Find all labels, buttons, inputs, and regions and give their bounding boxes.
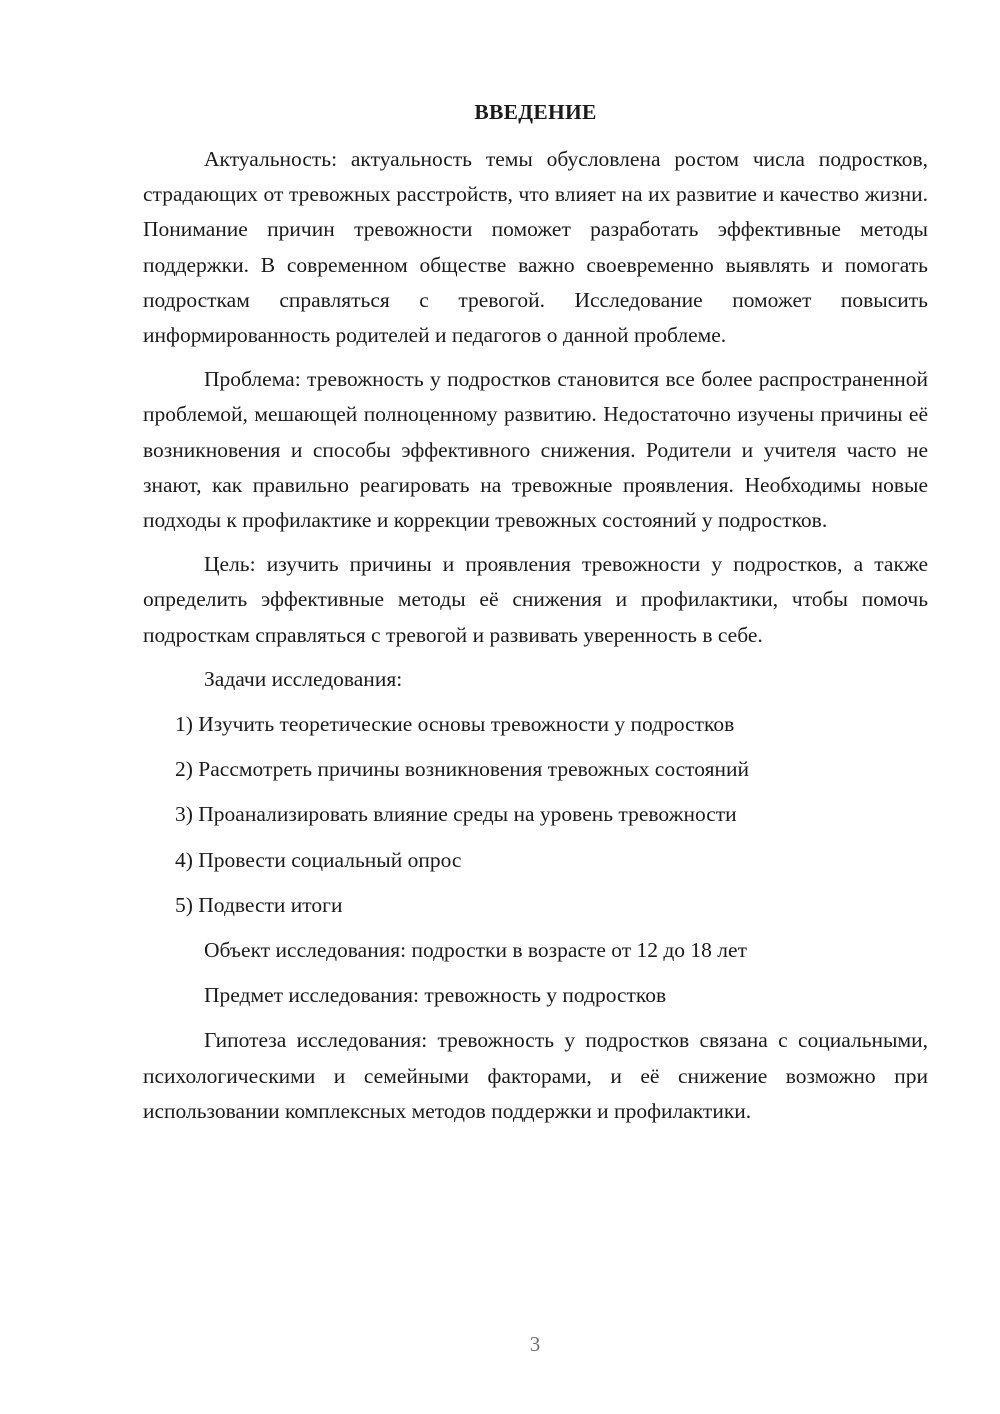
task-item: 5) Подвести итоги [175, 892, 343, 917]
section-title: ВВЕДЕНИЕ [474, 100, 597, 124]
problem-paragraph: Проблема: тревожность у подростков становится все более распространенной проблемой, мешающей полноценному развитию. Недостаточно изучены причины её возникновения и способы эффективного снижения. Родители и учителя часто не знают, как правильно реагировать на тревожные проявления. Необходимы новые подходы к профилактике и коррекции тревожных состояний у подростков. [143, 367, 928, 533]
research-subject: Предмет исследования: тревожность у подростков [204, 983, 667, 1008]
task-item: 1) Изучить теоретические основы тревожности у подростков [175, 712, 735, 737]
hypothesis-paragraph: Гипотеза исследования: тревожность у подростков связана с социальными, психологическими и семейными факторами, и её снижение возможно при использовании комплексных методов поддержки и профилактики. [143, 1028, 928, 1123]
goal-paragraph: Цель: изучить причины и проявления тревожности у подростков, а также определить эффективные методы её снижения и профилактики, чтобы помочь подросткам справляться с тревогой и развивать уверенность в себе. [143, 552, 928, 647]
page-content [143, 95, 928, 1138]
task-item: 2) Рассмотреть причины возникновения тревожных состояний [175, 757, 750, 782]
relevance-paragraph: Актуальность: актуальность темы обусловлена ростом числа подростков, страдающих от тревожных расстройств, что влияет на их развитие и качество жизни. Понимание причин тревожности поможет разработать эффективные методы поддержки. В современном обществе важно своевременно выявлять и помогать подросткам справляться с тревогой. Исследование поможет повысить информированность родителей и педагогов о данной проблеме. [143, 147, 928, 348]
tasks-list [143, 707, 928, 923]
research-object: Объект исследования: подростки в возрасте от 12 до 18 лет [204, 938, 747, 963]
page-number: 3 [529, 1332, 541, 1356]
tasks-heading: Задачи исследования: [204, 666, 403, 691]
task-item: 3) Проанализировать влияние среды на уровень тревожности [175, 802, 737, 827]
task-item: 4) Провести социальный опрос [175, 847, 462, 872]
